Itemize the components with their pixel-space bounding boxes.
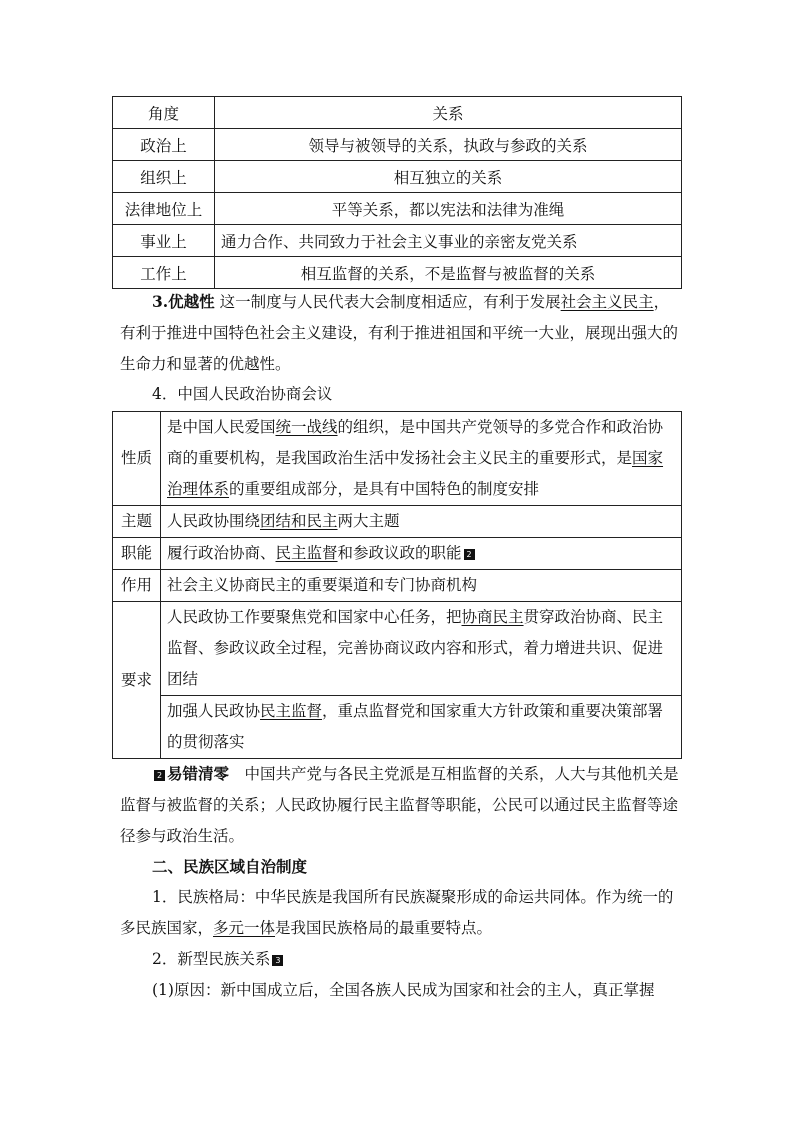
error-note-paragraph [120, 758, 682, 852]
row-label: 性质 [113, 412, 161, 506]
note-marker-icon: 2 [154, 770, 165, 781]
paragraph-reason: (1)原因：新中国成立后，全国各族人民成为国家和社会的主人，真正掌握 [152, 981, 655, 999]
cell-text: 加强人民政协 [167, 702, 261, 720]
error-note-label: 易错清零 [167, 764, 230, 783]
table-header-row [113, 97, 682, 129]
row-label: 职能 [113, 538, 161, 570]
row-content: 社会主义协商民主的重要渠道和专门协商机构 [161, 570, 682, 602]
party-relations-table [112, 96, 682, 289]
row-label: 主题 [113, 506, 161, 538]
advantage-text: ，有利于推进中国特色社会主义建设，有利于推进祖国和平统一大业，展现出强大的生命力和显著的优越性。 [120, 293, 679, 373]
underlined-term: 国家治理体系 [167, 449, 664, 498]
table-row [113, 602, 682, 696]
underlined-term: 社会主义民主 [560, 293, 654, 311]
cell-text: ，重点监督党和国家重大方针政策和重要决策部署的贯彻落实 [167, 702, 664, 751]
cell-text: 的组织，是中国共产党领导的多党合作和政治协商的重要机构，是我国政治生活中发扬社会主义民主的重要形式，是 [167, 418, 664, 467]
table-row [113, 696, 682, 759]
cppcc-heading: 4．中国人民政治协商会议 [152, 385, 333, 403]
row-content [161, 696, 682, 759]
table-row [113, 538, 682, 570]
table-row [113, 161, 682, 193]
row-content [161, 506, 682, 538]
cell-text: 和参政议政的职能 [337, 544, 462, 562]
table-row [113, 193, 682, 225]
advantage-text: 这一制度与人民代表大会制度相适应，有利于发展 [219, 293, 561, 311]
cell-text: 的重要组成部分，是具有中国特色的制度安排 [229, 480, 540, 498]
table-row [113, 129, 682, 161]
header-angle: 角度 [113, 97, 215, 129]
cell-text: 履行政治协商、 [167, 544, 276, 562]
row-relation: 领导与被领导的关系，执政与参政的关系 [215, 129, 682, 161]
underlined-term: 统一战线 [275, 418, 338, 436]
row-relation: 相互独立的关系 [215, 161, 682, 193]
row-label: 要求 [113, 602, 161, 759]
underlined-term: 民主监督 [275, 544, 338, 562]
row-angle: 工作上 [113, 257, 215, 289]
row-angle: 法律地位上 [113, 193, 215, 225]
cell-text: 人民政协围绕 [167, 512, 261, 530]
error-note-text: 中国共产党与各民主党派是互相监督的关系，人大与其他机关是监督与被监督的关系；人民政协履行民主监督等职能，公民可以通过民主监督等途径参与政治生活。 [120, 765, 679, 845]
cell-text: 是中国人民爱国 [167, 418, 276, 436]
row-content [161, 538, 682, 570]
underlined-term: 团结和民主 [260, 512, 338, 530]
paragraph-ethnic-pattern [120, 882, 682, 944]
note-marker-icon: 3 [272, 955, 283, 966]
row-angle: 事业上 [113, 225, 215, 257]
paragraph-advantage [120, 286, 682, 380]
table-row [113, 506, 682, 538]
row-relation: 相互监督的关系，不是监督与被监督的关系 [215, 257, 682, 289]
row-relation: 通力合作、共同致力于社会主义事业的亲密友党关系 [215, 225, 682, 257]
cell-text: 人民政协工作要聚焦党和国家中心任务，把 [167, 608, 462, 626]
table-row [113, 570, 682, 602]
cppcc-table [112, 411, 682, 759]
row-angle: 组织上 [113, 161, 215, 193]
section-heading: 二、民族区域自治制度 [152, 857, 308, 876]
underlined-term: 多元一体 [213, 919, 276, 937]
row-relation: 平等关系，都以宪法和法律为准绳 [215, 193, 682, 225]
paragraph-text: 是我国民族格局的最重要特点。 [275, 919, 493, 937]
cell-text: 贯穿政治协商、民主监督、参政议政全过程，完善协商议政内容和形式，着力增进共识、促进团结 [167, 608, 664, 688]
table-row [113, 225, 682, 257]
underlined-term: 协商民主 [461, 608, 524, 626]
table-row [113, 257, 682, 289]
paragraph-new-relations [120, 944, 682, 975]
cell-text: 两大主题 [337, 512, 400, 530]
row-content [161, 602, 682, 696]
advantage-label: 3.优越性 [152, 292, 215, 311]
paragraph-text: 1．民族格局：中华民族是我国所有民族凝聚形成的命运共同体。作为统一的多民族国家， [120, 888, 674, 937]
underlined-term: 民主监督 [260, 702, 323, 720]
table-row [113, 412, 682, 506]
row-label: 作用 [113, 570, 161, 602]
row-content [161, 412, 682, 506]
header-relation: 关系 [215, 97, 682, 129]
note-marker-icon: 2 [464, 549, 475, 560]
subheading-text: 2．新型民族关系 [152, 950, 271, 968]
row-angle: 政治上 [113, 129, 215, 161]
